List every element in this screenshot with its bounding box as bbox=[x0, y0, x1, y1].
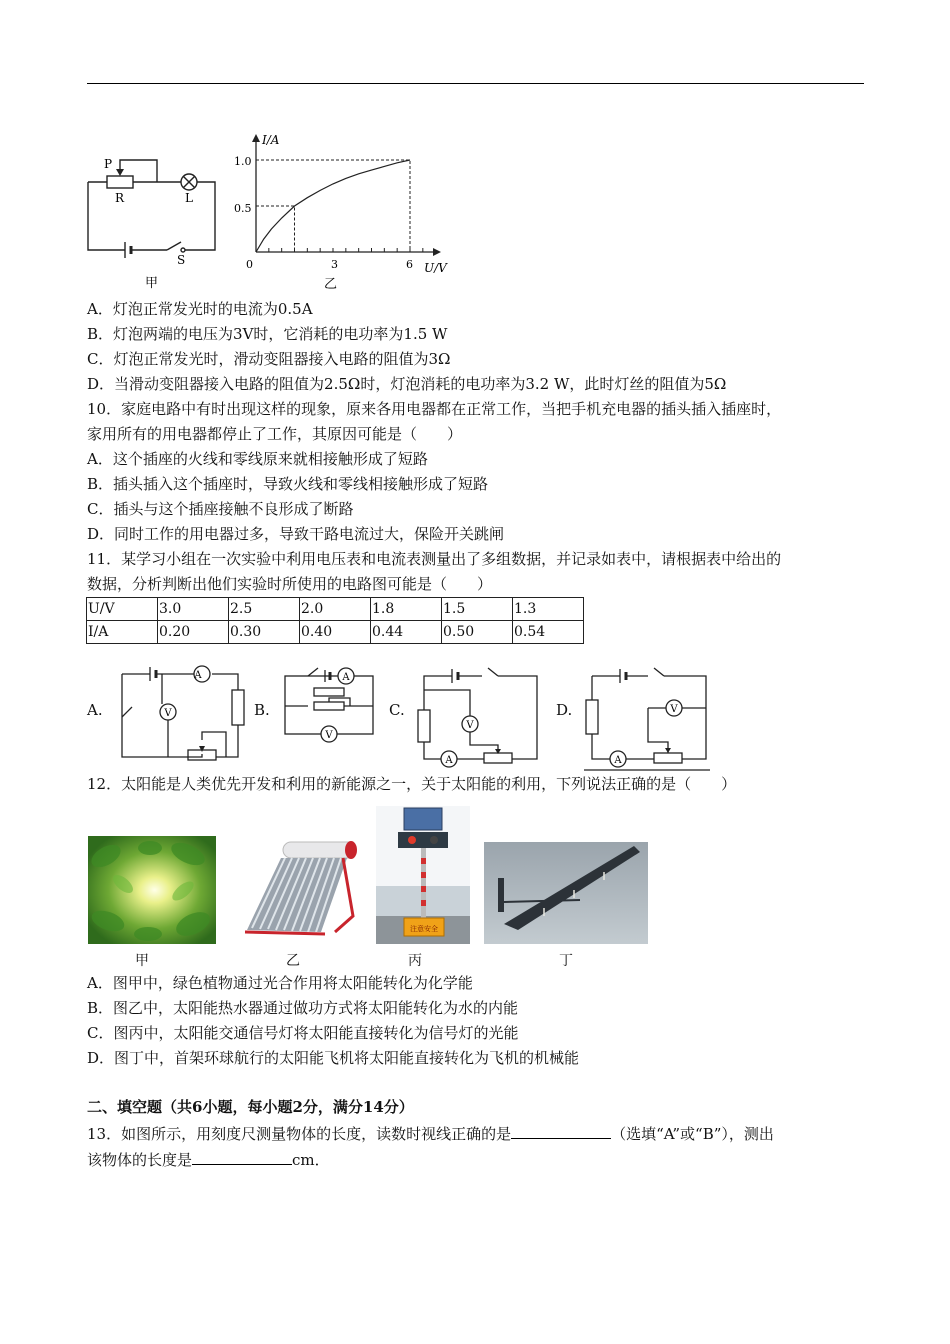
table-cell: 0.20 bbox=[158, 621, 229, 644]
q13-text-3: 该物体的长度是 bbox=[87, 1151, 193, 1169]
table-cell: 1.5 bbox=[442, 598, 513, 621]
q11-stem-line2: 数据，分析判断出他们实验时所使用的电路图可能是（ ） bbox=[87, 575, 493, 593]
q10-stem-line2: 家用所有的用电器都停止了工作，其原因可能是（ ） bbox=[87, 425, 463, 443]
q11-label-c: C. bbox=[389, 701, 405, 719]
x-tick-6: 6 bbox=[406, 258, 413, 271]
meter-a-label: A bbox=[194, 670, 202, 681]
meter-v-label: V bbox=[466, 720, 474, 731]
q9-option-b: B．灯泡两端的电压为3V时，它消耗的电功率为1.5 W bbox=[87, 325, 448, 343]
iu-curve bbox=[256, 160, 410, 252]
table-cell: 0.44 bbox=[371, 621, 442, 644]
table-cell: 0.50 bbox=[442, 621, 513, 644]
q9-option-d: D．当滑动变阻器接入电路的阻值为2.5Ω时，灯泡消耗的电功率为3.2 W，此时灯丝的阻值为5Ω bbox=[87, 375, 727, 393]
table-cell: U/V bbox=[87, 598, 158, 621]
x-tick-3: 3 bbox=[331, 258, 338, 271]
answer-blank-2[interactable] bbox=[192, 1148, 292, 1165]
q12-option-a: A．图甲中，绿色植物通过光合作用将太阳能转化为化学能 bbox=[87, 974, 473, 992]
q11-circuit-b bbox=[280, 662, 380, 747]
q10-option-d: D．同时工作的用电器过多，导致干路电流过大，保险开关跳闸 bbox=[87, 525, 505, 543]
q13-text-1: 13．如图所示，用刻度尺测量物体的长度，读数时视线正确的是 bbox=[87, 1125, 512, 1143]
iu-graph bbox=[228, 130, 458, 290]
meter-a-label: A bbox=[445, 755, 453, 766]
q10-option-a: A．这个插座的火线和零线原来就相接触形成了短路 bbox=[87, 450, 428, 468]
q12-option-b: B．图乙中，太阳能热水器通过做功方式将太阳能转化为水的内能 bbox=[87, 999, 519, 1017]
sign-text: 注意安全 bbox=[410, 925, 438, 933]
q11-circuit-c bbox=[412, 662, 547, 770]
q10-stem-line1: 10．家庭电路中有时出现这样的现象，原来各用电器都在正常工作，当把手机充电器的插头插入插座时， bbox=[87, 400, 782, 418]
photo-solar-water-heater bbox=[235, 836, 360, 944]
q11-circuit-a bbox=[112, 662, 250, 767]
q11-label-b: B. bbox=[254, 701, 270, 719]
y-tick-0-5: 0.5 bbox=[234, 202, 252, 215]
photo-caption-bing: 丙 bbox=[408, 953, 422, 969]
q13-line2 bbox=[87, 1148, 330, 1171]
photo-caption-jia: 甲 bbox=[135, 953, 149, 969]
dashed-guide bbox=[256, 206, 295, 252]
dashed-guide bbox=[256, 160, 410, 252]
circuit-figure-jia bbox=[85, 150, 225, 290]
q13-text-4: cm． bbox=[292, 1151, 330, 1169]
table-cell: 1.8 bbox=[371, 598, 442, 621]
meter-v-label: V bbox=[325, 730, 333, 741]
header-rule bbox=[87, 83, 864, 84]
label-s: S bbox=[177, 253, 186, 267]
q11-label-d: D. bbox=[556, 701, 573, 719]
q11-label-a: A. bbox=[87, 701, 103, 719]
fig-caption-yi: 乙 bbox=[324, 277, 338, 290]
table-cell: 2.0 bbox=[300, 598, 371, 621]
table-cell: 0.30 bbox=[229, 621, 300, 644]
table-cell: 0.54 bbox=[513, 621, 584, 644]
answer-blank-1[interactable] bbox=[511, 1122, 611, 1139]
table-cell: 0.40 bbox=[300, 621, 371, 644]
q12-stem: 12．太阳能是人类优先开发和利用的新能源之一，关于太阳能的利用，下列说法正确的是（ ） bbox=[87, 775, 737, 793]
table-cell: 2.5 bbox=[229, 598, 300, 621]
q11-data-table bbox=[86, 597, 584, 644]
photo-leaves-sun bbox=[88, 836, 216, 944]
graph-ylabel: I/A bbox=[262, 133, 280, 147]
section-title: 二、填空题（共6小题，每小题2分，满分14分） bbox=[87, 1098, 414, 1116]
meter-v-label: V bbox=[164, 708, 172, 719]
photo-solar-airplane bbox=[484, 842, 648, 944]
y-tick-1-0: 1.0 bbox=[234, 155, 252, 168]
label-p: P bbox=[104, 157, 113, 171]
label-l: L bbox=[185, 191, 193, 205]
q13-line1 bbox=[87, 1122, 774, 1145]
q12-option-c: C．图丙中，太阳能交通信号灯将太阳能直接转化为信号灯的光能 bbox=[87, 1024, 519, 1042]
table-cell: 3.0 bbox=[158, 598, 229, 621]
photo-caption-ding: 丁 bbox=[559, 953, 573, 969]
graph-xlabel: U/V bbox=[424, 261, 447, 275]
q13-text-2: （选填“A”或“B”），测出 bbox=[611, 1125, 774, 1143]
table-cell: 1.3 bbox=[513, 598, 584, 621]
q11-stem-line1: 11．某学习小组在一次实验中利用电压表和电流表测量出了多组数据，并记录如表中，请根据表中给出的 bbox=[87, 550, 782, 568]
meter-a-label: A bbox=[614, 755, 622, 766]
table-row bbox=[87, 598, 584, 621]
q10-option-b: B．插头插入这个插座时，导致火线和零线相接触形成了短路 bbox=[87, 475, 489, 493]
q9-option-c: C．灯泡正常发光时，滑动变阻器接入电路的阻值为3Ω bbox=[87, 350, 451, 368]
table-row bbox=[87, 621, 584, 644]
photo-caption-yi: 乙 bbox=[286, 953, 300, 969]
x-tick-0: 0 bbox=[246, 258, 253, 271]
q11-circuit-d bbox=[580, 662, 715, 772]
photo-solar-traffic-light bbox=[376, 806, 470, 944]
table-cell: I/A bbox=[87, 621, 158, 644]
q10-option-c: C．插头与这个插座接触不良形成了断路 bbox=[87, 500, 354, 518]
q12-option-d: D．图丁中，首架环球航行的太阳能飞机将太阳能直接转化为飞机的机械能 bbox=[87, 1049, 580, 1067]
fig-caption-jia: 甲 bbox=[145, 276, 159, 290]
meter-v-label: V bbox=[670, 704, 678, 715]
label-r: R bbox=[115, 191, 125, 205]
q9-option-a: A．灯泡正常发光时的电流为0.5A bbox=[87, 300, 313, 318]
meter-a-label: A bbox=[342, 672, 350, 683]
